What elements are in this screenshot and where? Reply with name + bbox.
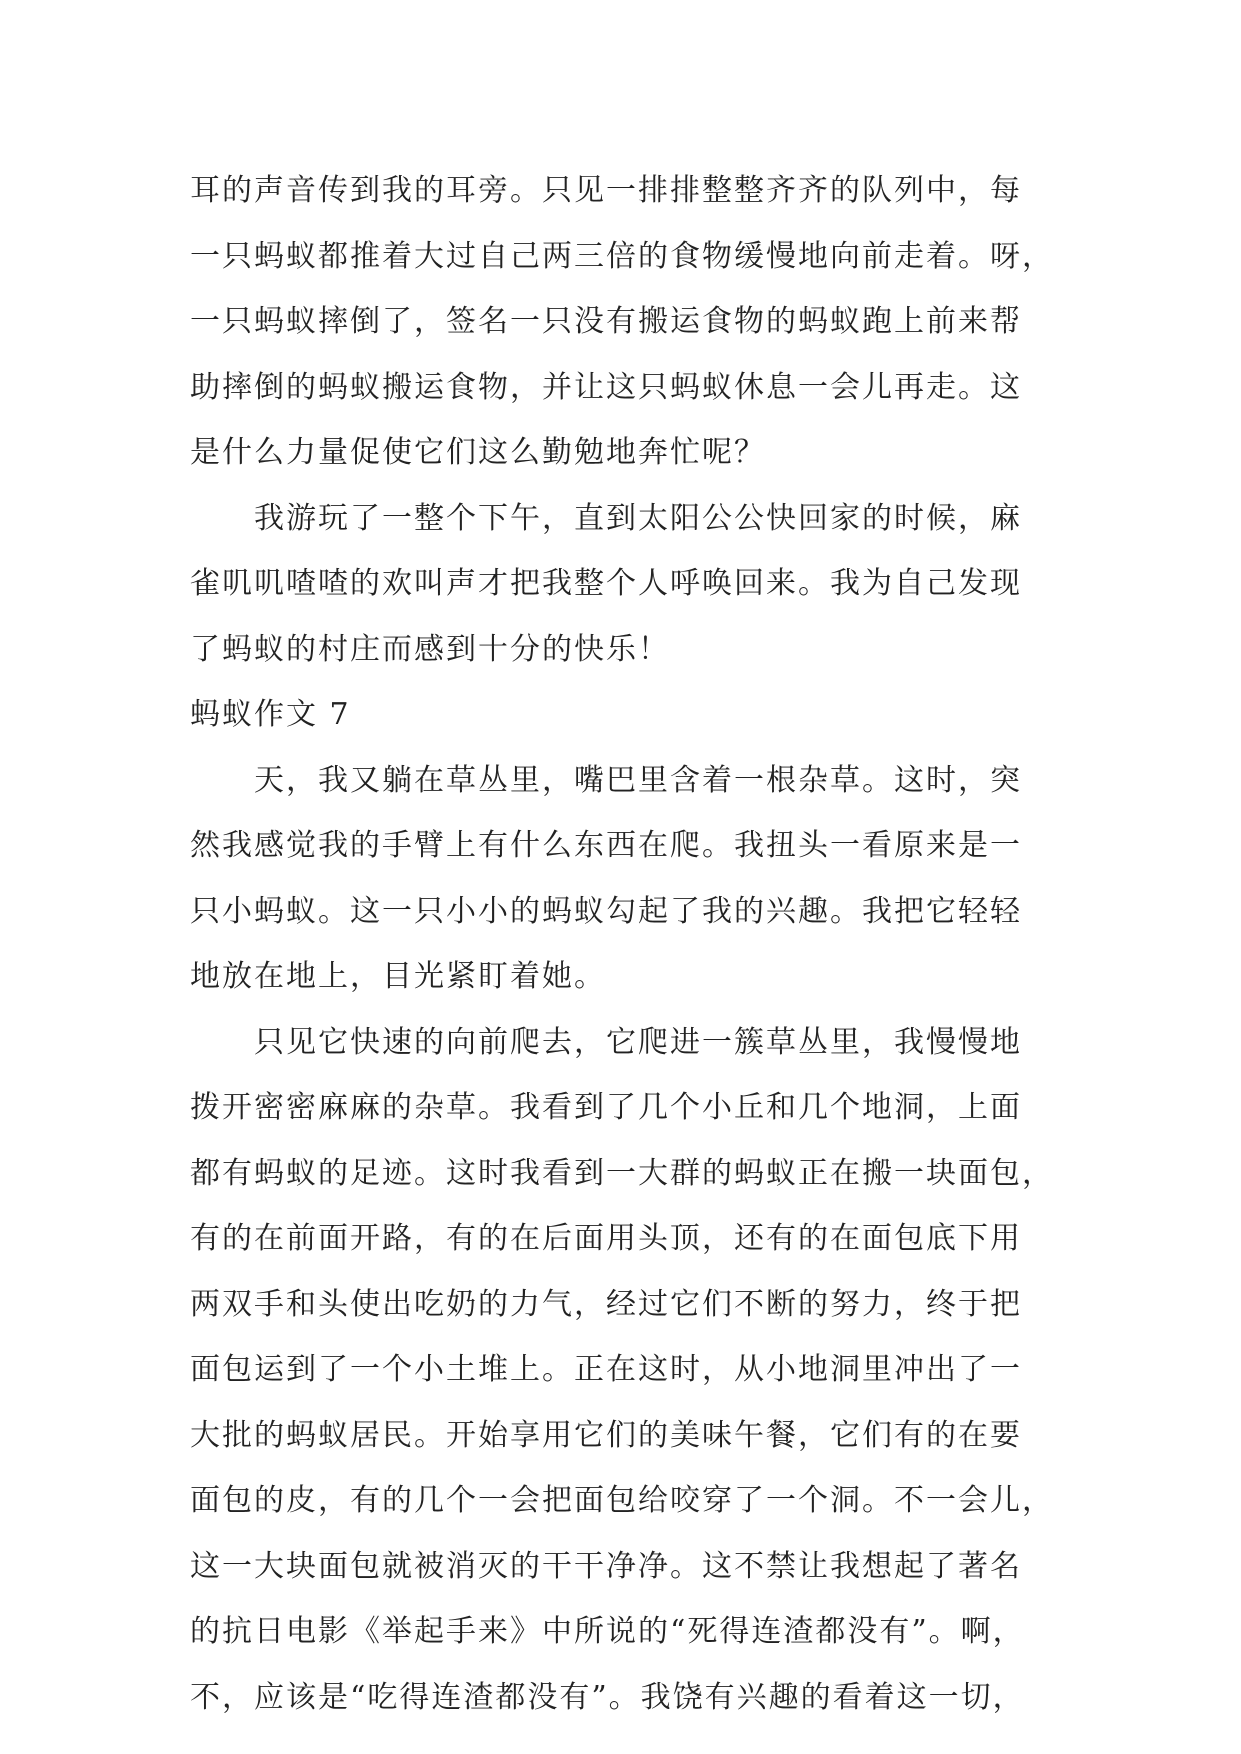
text-line: 蚂蚁作文 7 xyxy=(190,697,351,732)
text-line: 了蚂蚁的村庄而感到十分的快乐！ xyxy=(190,631,670,667)
text-line: 面包运到了一个小土堆上。正在这时，从小地洞里冲出了一 xyxy=(190,1352,1022,1387)
text-line: 一只蚂蚁都推着大过自己两三倍的食物缓慢地向前走着。呀， xyxy=(190,238,1054,274)
text-line: 只小蚂蚁。这一只小小的蚂蚁勾起了我的兴趣。我把它轻轻 xyxy=(190,893,1022,929)
text-line: 有的在前面开路，有的在后面用头顶，还有的在面包底下用 xyxy=(190,1221,1022,1256)
text-line: 大批的蚂蚁居民。开始享用它们的美味午餐，它们有的在要 xyxy=(190,1417,1022,1453)
text-line: 不，应该是“吃得连渣都没有”。我饶有兴趣的看着这一切， xyxy=(190,1679,1025,1715)
text-line: 天，我又躺在草丛里，嘴巴里含着一根杂草。这时，突 xyxy=(254,762,1022,798)
text-line: 拨开密密麻麻的杂草。我看到了几个小丘和几个地洞，上面 xyxy=(190,1090,1022,1125)
text-line: 助摔倒的蚂蚁搬运食物，并让这只蚂蚁休息一会儿再走。这 xyxy=(190,369,1022,405)
text-line: 一只蚂蚁摔倒了，签名一只没有搬运食物的蚂蚁跑上前来帮 xyxy=(190,304,1022,339)
text-line: 这一大块面包就被消灭的干干净净。这不禁让我想起了著名 xyxy=(190,1548,1022,1584)
text-line: 然我感觉我的手臂上有什么东西在爬。我扭头一看原来是一 xyxy=(190,828,1022,863)
text-line: 两双手和头使出吃奶的力气，经过它们不断的努力，终于把 xyxy=(190,1286,1022,1322)
document-body xyxy=(190,158,1090,1730)
text-line: 面包的皮，有的几个一会把面包给咬穿了一个洞。不一会儿， xyxy=(190,1483,1054,1518)
text-line: 只见它快速的向前爬去，它爬进一簇草丛里，我慢慢地 xyxy=(254,1024,1022,1060)
text-line: 地放在地上，目光紧盯着她。 xyxy=(190,959,606,994)
text-line: 都有蚂蚁的足迹。这时我看到一大群的蚂蚁正在搬一块面包， xyxy=(190,1155,1054,1191)
text-line: 雀叽叽喳喳的欢叫声才把我整个人呼唤回来。我为自己发现 xyxy=(190,566,1022,601)
text-line: 耳的声音传到我的耳旁。只见一排排整整齐齐的队列中，每 xyxy=(190,173,1022,208)
text-line: 我游玩了一整个下午，直到太阳公公快回家的时候，麻 xyxy=(254,500,1022,536)
text-line: 的抗日电影《举起手来》中所说的“死得连渣都没有”。啊， xyxy=(190,1614,1025,1649)
text-line: 是什么力量促使它们这么勤勉地奔忙呢？ xyxy=(190,435,766,470)
